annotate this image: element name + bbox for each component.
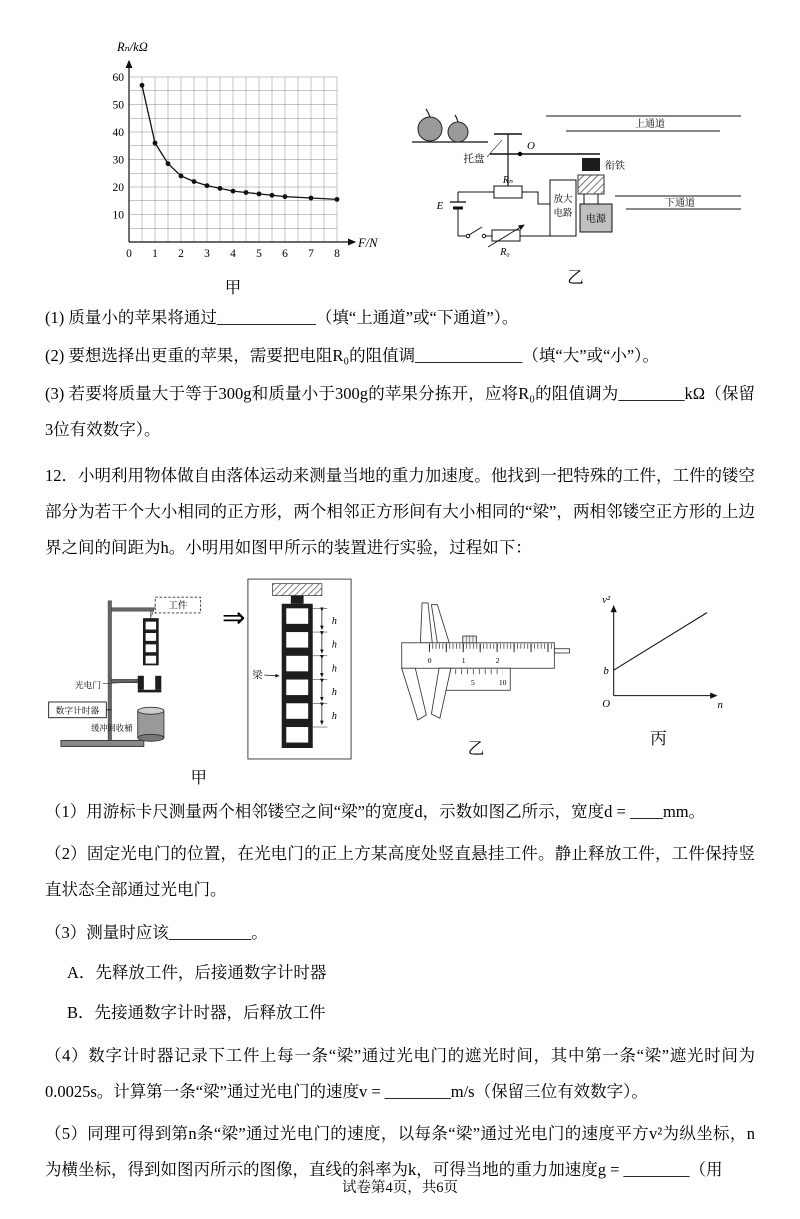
armature-block: [582, 158, 600, 171]
amplifier-box: [550, 180, 576, 236]
question-12-intro: 12．小明利用物体做自由落体运动来测量当地的重力加速度。他找到一把特殊的工件，工件的镂空部分为若干个大小相同的正方形，两个相邻正方形间有大小相同的“梁”，两相邻镂空正方形的上边界之间的间距为h。小明用如图甲所示的装置进行实验，过程如下：: [45, 465, 755, 557]
apple-sorter-block: [408, 96, 743, 288]
x-axis-label: F/N: [358, 236, 378, 250]
bucket-bottom: [138, 734, 164, 741]
svg-text:8: 8: [334, 248, 340, 260]
q12-item-5: （5）同理可得到第n条“梁”通过光电门的速度，以每条“梁”通过光电门的速度平方v²为纵坐标，n为横坐标，得到如图丙所示的图像，直线的斜率为k，可得当地的重力加速度g = ________（用: [45, 1124, 755, 1180]
q12-option-a: A．先释放工件，后接通数字计时器: [67, 962, 327, 982]
apple-large: [418, 117, 442, 141]
tray-label: 托盘: [463, 154, 485, 165]
h-label: h: [332, 663, 338, 675]
upper-channel-label: 上通道: [635, 119, 665, 130]
resistance-force-chart: [83, 36, 383, 271]
svg-text:7: 7: [308, 248, 314, 260]
svg-text:50: 50: [112, 99, 124, 112]
armature-label: 衔铁: [605, 161, 625, 172]
vernier-label: 5: [471, 677, 476, 687]
caption-yi-sorter: 乙: [567, 268, 584, 287]
workpiece-label: 工件: [168, 600, 188, 612]
wire-to-amp: [522, 192, 550, 204]
y-axis-label: v²: [602, 593, 611, 606]
question-3: (3) 若要将质量大于等于300g和质量小于300g的苹果分拣开，应将R₀的阻值调为________kΩ（保留3位有效数字）。: [45, 383, 755, 439]
hollow-square: [287, 632, 309, 648]
battery-label: E: [436, 200, 444, 212]
main-scale-label: 1: [462, 655, 467, 665]
switch-contact-2: [482, 234, 485, 237]
top-arm: [112, 607, 154, 610]
upper-jaw-fixed: [421, 603, 433, 643]
v2-n-graph-block: [587, 578, 729, 749]
svg-text:20: 20: [112, 182, 124, 194]
svg-text:6: 6: [282, 248, 288, 260]
bucket-body: [138, 711, 164, 738]
workpiece-slot: [146, 621, 156, 629]
svg-text:10: 10: [112, 209, 124, 222]
zoom-arrow-icon: ⇒: [222, 600, 246, 634]
hollow-square: [287, 656, 309, 672]
y-axis-label: Rₙ/kΩ: [117, 40, 148, 54]
timer-label: 数字计时器: [55, 705, 100, 716]
v2-n-chart: [587, 590, 729, 722]
intercept-label: b: [603, 664, 610, 677]
q12-item-1: （1）用游标卡尺测量两个相邻镂空之间“梁”的宽度d，示数如图乙所示，宽度d = ____mm。: [45, 801, 706, 821]
q12-item-3: （3）测量时应该__________。: [45, 922, 268, 942]
figure-row-freefall: [45, 578, 755, 788]
lower-jaw-fixed: [402, 668, 427, 720]
question-2: (2) 要想选择出更重的苹果，需要把电阻R₀的阻值调_____________（填“大”或“小”）。: [45, 345, 659, 365]
figure-row-sorter: [83, 36, 755, 298]
q12-item-4: （4）数字计时器记录下工件上每一条“梁”通过光电门的遮光时间，其中第一条“梁”遮光时间为0.0025s。计算第一条“梁”通过光电门的速度v = ________m/s（保留三位有效数字）。: [45, 1045, 755, 1101]
page-footer: 试卷第4页，共6页: [342, 1180, 458, 1196]
main-scale-label: 0: [428, 655, 433, 665]
photogate-post-left: [138, 676, 144, 690]
amplifier-label-2: 电路: [553, 209, 573, 219]
bucket-label: 缓冲回收桶: [91, 723, 133, 733]
svg-text:60: 60: [112, 72, 124, 84]
svg-text:4: 4: [230, 248, 236, 260]
svg-text:40: 40: [112, 127, 124, 139]
q12-item-2: （2）固定光电门的位置，在光电门的正上方某高度处竖直悬挂工件。静止释放工件，工件保持竖直状态全部通过光电门。: [45, 844, 755, 900]
power-label: 电源: [586, 214, 606, 225]
caption-jia-sorter: 甲: [224, 278, 242, 297]
upper-jaw-movable: [432, 604, 450, 642]
fit-line: [614, 612, 707, 670]
clamp-connector: [291, 595, 304, 603]
main-scale-mm-ticks: [429, 643, 554, 648]
photogate-base: [138, 690, 162, 693]
workpiece-detail-diagram: [247, 578, 352, 761]
h-label: h: [332, 710, 338, 722]
svg-text:3: 3: [204, 248, 210, 260]
setup-group: [45, 578, 352, 788]
pressure-sensor-box: [494, 186, 522, 198]
apple-small: [448, 122, 468, 142]
clamp-block: [273, 583, 322, 595]
x-axis-label: n: [717, 698, 724, 711]
svg-text:2: 2: [178, 248, 184, 260]
question-1: (1) 质量小的苹果将通过____________（填“上通道”或“下通道”）。: [45, 308, 519, 327]
svg-text:5: 5: [256, 248, 262, 260]
apple-sorter-diagram: [408, 96, 743, 261]
vernier-ticks: [443, 669, 503, 674]
workpiece-slot: [146, 644, 156, 652]
resistor-r0-label: R₀: [500, 247, 510, 258]
svg-text:0: 0: [126, 248, 132, 260]
hollow-square: [287, 727, 309, 743]
pivot-label: O: [527, 140, 535, 152]
lower-jaw-movable: [432, 668, 451, 718]
stand-base: [61, 740, 144, 746]
hollow-square: [287, 679, 309, 695]
caption-bing-graph: 丙: [650, 728, 667, 748]
workpiece-ladder: [282, 604, 313, 748]
vernier-caliper-diagram: [378, 596, 573, 732]
caliper-block: [378, 578, 573, 759]
switch-blade: [469, 227, 482, 235]
svg-text:30: 30: [112, 154, 124, 167]
photogate-post-right: [155, 676, 161, 690]
freefall-setup-diagram: [45, 578, 220, 757]
apple-large-stem: [426, 109, 430, 117]
depth-rod: [555, 649, 570, 653]
h-label: h: [332, 615, 338, 627]
caption-yi-caliper: 乙: [467, 738, 485, 758]
bucket-top: [138, 707, 164, 714]
hollow-square: [287, 703, 309, 719]
sensor-rn-label: Rₙ: [502, 175, 514, 186]
main-scale-label: 2: [496, 655, 500, 665]
setup-pair: [45, 578, 352, 761]
h-label: h: [332, 686, 338, 698]
amplifier-label-1: 放大: [553, 195, 573, 205]
chart-tick-labels: [113, 72, 341, 260]
beam-label: 梁: [252, 670, 263, 682]
workpiece-slot: [146, 655, 156, 663]
chart-grid: [129, 77, 337, 242]
workpiece-slot: [146, 633, 156, 641]
stand-pole: [108, 600, 111, 740]
pivot-dot: [518, 152, 522, 156]
lower-channel-label: 下通道: [665, 198, 695, 209]
caption-jia-setup: 甲: [190, 767, 207, 787]
hollow-square: [287, 608, 309, 624]
photogate-label: 光电门: [74, 679, 102, 690]
electromagnet: [578, 175, 604, 194]
apple-small-stem: [455, 115, 458, 122]
origin-label: O: [602, 697, 611, 710]
resistance-graph-block: [83, 36, 383, 298]
vernier-label: 10: [499, 677, 507, 687]
svg-text:1: 1: [152, 248, 158, 260]
h-label: h: [332, 639, 338, 651]
chart-curve: [140, 83, 340, 202]
q12-option-b: B．先接通数字计时器，后释放工件: [67, 1003, 326, 1023]
